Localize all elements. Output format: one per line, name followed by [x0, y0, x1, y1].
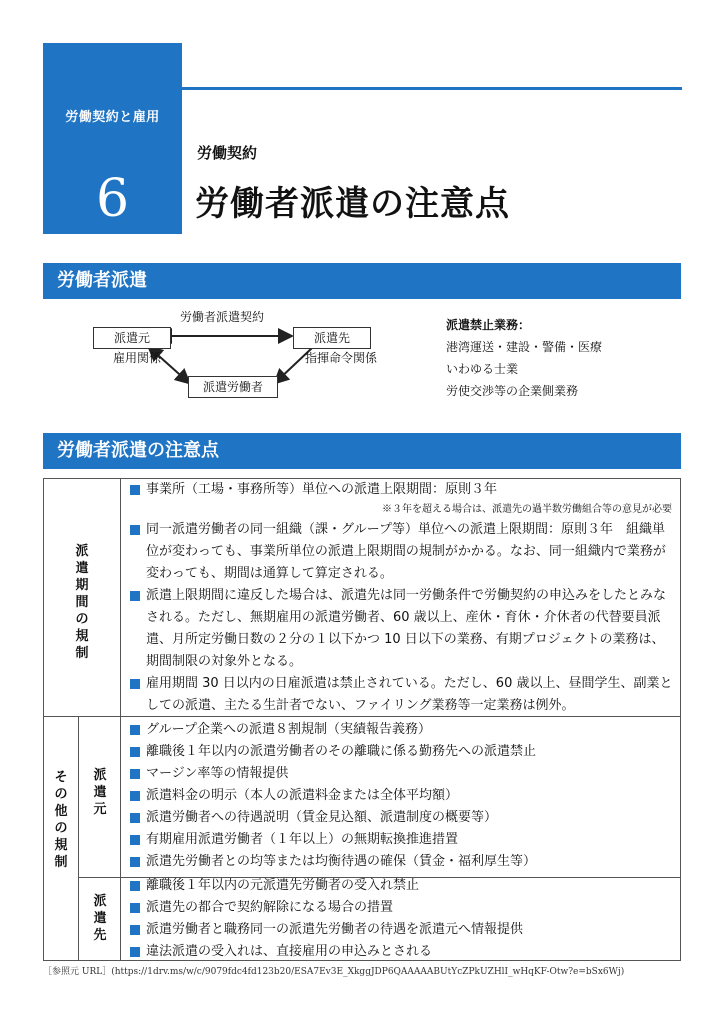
list-item: 違法派遣の受入れは、直接雇用の申込みとされる — [128, 941, 674, 963]
list-item: 雇用期間 30 日以内の日雇派遣は禁止されている。ただし、60 歳以上、昼間学生、副業としての派遣、主たる生計者でない、ファイリング業務等一定業務は例外。 — [128, 673, 674, 717]
section-heading-dispatch: 労働者派遣 — [43, 263, 681, 299]
bullet-square-icon — [130, 591, 140, 601]
list-item: 離職後１年以内の派遣労働者のその離職に係る勤務先への派遣禁止 — [128, 741, 674, 763]
bullet-square-icon — [130, 525, 140, 535]
list-item: 派遣先の都合で契約解除になる場合の措置 — [128, 897, 674, 919]
employment-label: 雇用関係 — [113, 351, 162, 365]
page-title: 労働者派遣の注意点 — [195, 184, 510, 224]
reference-link[interactable]: ［参照元 URL］(https://1drv.ms/w/c/9079fdc4fd123b20/ESA7Ev3E_XkggJDP6QAAAAABUtYcZPkUZHlI_wHqKF-Otw?e=bSx6Wj) — [43, 967, 625, 977]
chapter-number: 6 — [95, 169, 130, 229]
command-label: 指揮命令関係 — [305, 351, 378, 365]
regulation-table — [43, 478, 681, 961]
bullet-square-icon — [130, 791, 140, 801]
dispatch-diagram — [0, 300, 440, 410]
list-item: マージン率等の情報提供 — [128, 763, 674, 785]
bullet-square-icon — [130, 925, 140, 935]
list-item: 派遣先労働者との均等または均衡待遇の確保（賃金・福利厚生等） — [128, 851, 674, 873]
contract-label: 労働者派遣契約 — [180, 310, 265, 324]
section-heading-notes: 労働者派遣の注意点 — [43, 433, 681, 469]
list-item: 派遣料金の明示（本人の派遣料金または全体平均額） — [128, 785, 674, 807]
list-item: 有期雇用派遣労働者（１年以上）の無期転換推進措置 — [128, 829, 674, 851]
banned-title: 派遣禁止業務： — [446, 318, 531, 332]
node-worker: 派遣労働者 — [188, 376, 278, 398]
page-subtitle: 労働契約 — [197, 144, 258, 162]
bullet-square-icon — [130, 903, 140, 913]
bullet-square-icon — [130, 769, 140, 779]
node-destination: 派遣先 — [293, 327, 371, 349]
header-rule — [182, 87, 682, 90]
node-source: 派遣元 — [93, 327, 171, 349]
list-item: 事業所（工場・事務所等）単位への派遣上限期間：原則３年 — [128, 479, 674, 501]
bullet-square-icon — [130, 679, 140, 689]
column-divider — [78, 716, 79, 960]
destination-regulation-list — [128, 875, 674, 963]
bullet-square-icon — [130, 747, 140, 757]
list-item: 派遣上限期間に違反した場合は、派遣先は同一労働条件で労働契約の申込みをしたとみなされる。ただし、無期雇用の派遣労働者、60 歳以上、産休・育休・介休者の代替要員派遣、月所定労働日数の２分の１以下かつ 10 日以下の業務、有期プロジェクトの業務は、期間制限の対象外となる。 — [128, 585, 674, 673]
source-label: 派 遣 元 — [93, 768, 107, 817]
list-item: 同一派遣労働者の同一組織（課・グループ等）単位への派遣上限期間：原則３年 組織単位が変わっても、事業所単位の派遣上限期間の規制がかかる。なお、同一組織内で業務が変わっても、期間は通算して算定される。 — [128, 519, 674, 585]
banned-work-list — [446, 314, 602, 402]
bullet-square-icon — [130, 725, 140, 735]
column-divider — [120, 479, 121, 960]
banned-item: いわゆる士業 — [446, 362, 519, 376]
list-item: 離職後１年以内の元派遣先労働者の受入れ禁止 — [128, 875, 674, 897]
bullet-square-icon — [130, 813, 140, 823]
other-regulation-label: そ の 他 の 規 制 — [54, 770, 68, 870]
bullet-square-icon — [130, 947, 140, 957]
bullet-square-icon — [130, 485, 140, 495]
chapter-category: 労働契約と雇用 — [65, 110, 160, 125]
destination-label: 派 遣 先 — [93, 894, 107, 943]
list-item: 派遣労働者と職務同一の派遣先労働者の待遇を派遣元へ情報提供 — [128, 919, 674, 941]
period-regulation-list — [128, 479, 674, 717]
bullet-square-icon — [130, 857, 140, 867]
bullet-square-icon — [130, 835, 140, 845]
banned-item: 港湾運送・建設・警備・医療 — [446, 340, 603, 354]
source-regulation-list — [128, 719, 674, 873]
bullet-square-icon — [130, 881, 140, 891]
banned-item: 労使交渉等の企業側業務 — [446, 384, 579, 398]
list-item: グループ企業への派遣８割規制（実績報告義務） — [128, 719, 674, 741]
period-note: ※３年を超える場合は、派遣先の過半数労働組合等の意見が必要 — [382, 504, 672, 515]
chapter-block — [43, 43, 182, 234]
list-item: 派遣労働者への待遇説明（賃金見込額、派遣制度の概要等） — [128, 807, 674, 829]
period-regulation-label: 派 遣 期 間 の 規 制 — [75, 544, 89, 661]
